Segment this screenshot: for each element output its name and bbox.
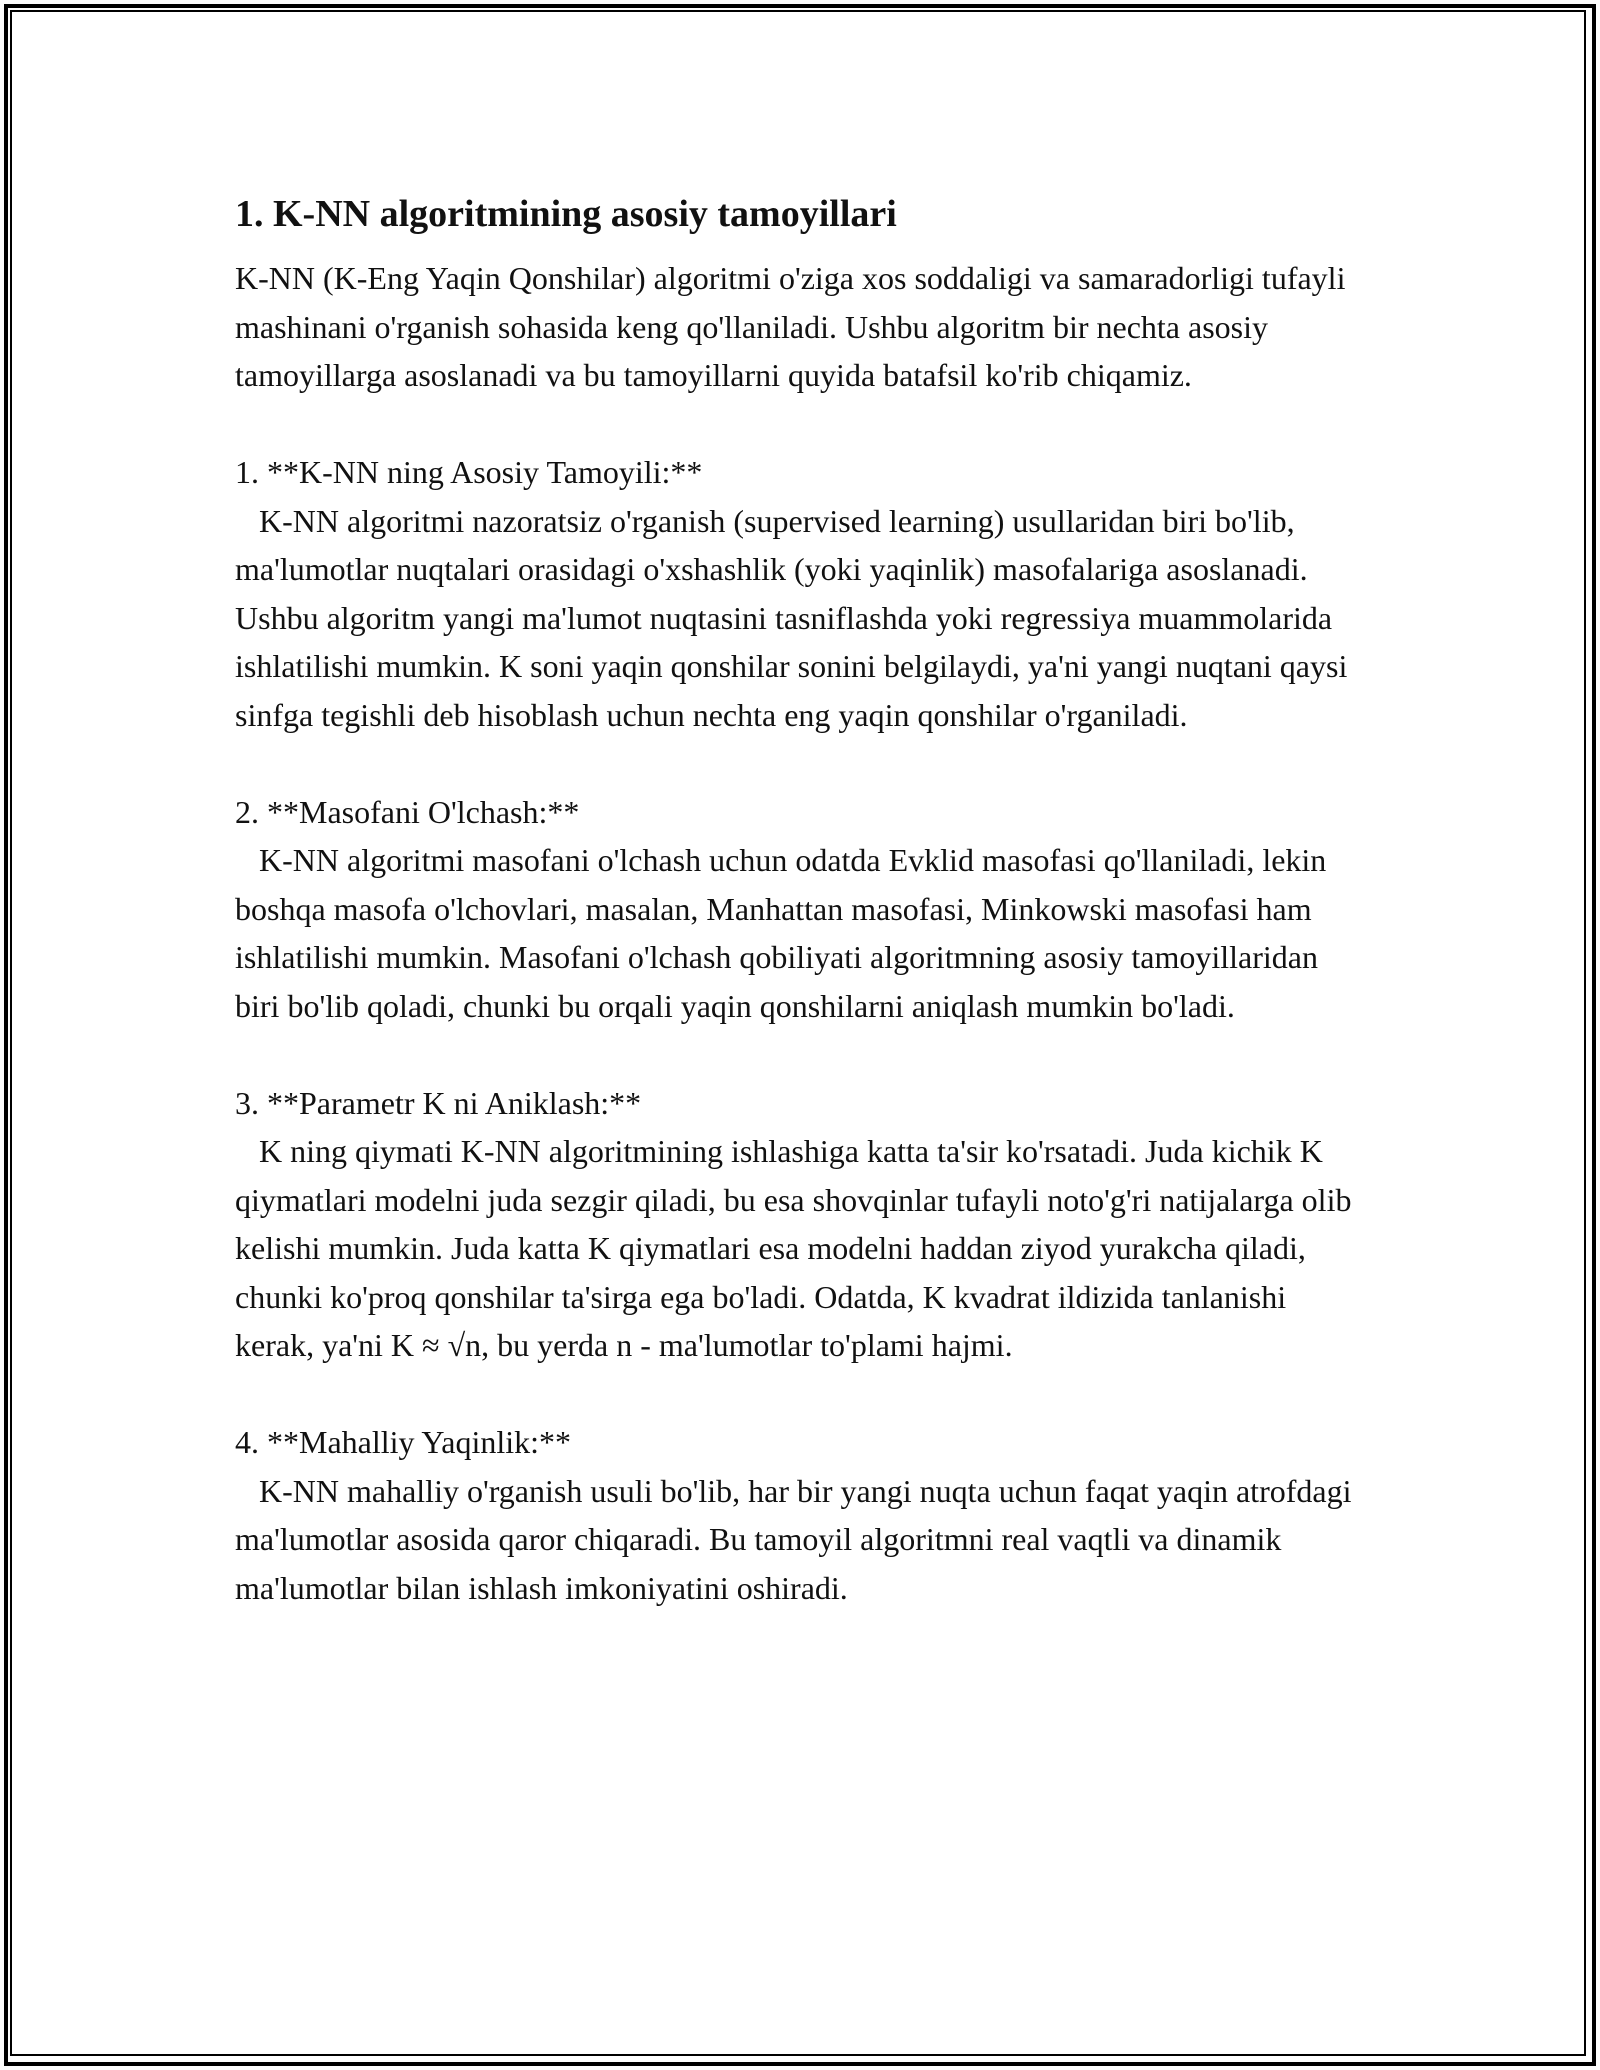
paragraph-gap xyxy=(235,1370,1370,1419)
section-title: 4. **Mahalliy Yaqinlik:** xyxy=(235,1424,572,1460)
section-body: K-NN mahalliy o'rganish usuli bo'lib, har bir yangi nuqta uchun faqat yaqin atrofdagi ma'lumotlar asosida qaror chiqaradi. Bu tamoyil algoritmni real vaqtli va dinamik ma'lumotlar bilan ishlash imkoniyatini oshiradi. xyxy=(235,1472,1360,1606)
section-title: 1. **K-NN ning Asosiy Tamoyili:** xyxy=(235,454,703,490)
intro-paragraph: K-NN (K-Eng Yaqin Qonshilar) algoritmi o'ziga xos soddaligi va samaradorligi tufayli mashinani o'rganish sohasida keng qo'llaniladi. Ushbu algoritm bir nechta asosiy tamoyillarga asoslanadi va bu tamoyillarni quyida batafsil ko'rib chiqamiz. xyxy=(235,260,1354,393)
paragraph-gap xyxy=(235,739,1370,788)
document-body xyxy=(235,186,1370,1612)
section-body: K-NN algoritmi nazoratsiz o'rganish (supervised learning) usullaridan biri bo'lib, ma'lumotlar nuqtalari orasidagi o'xshashlik (yoki yaqinlik) masofalariga asoslanadi. Ushbu algoritm yangi ma'lumot nuqtasini tasniflashda yoki regressiya muammolarida ishlatilishi mumkin. K soni yaqin qonshilar sonini belgilaydi, ya'ni yangi nuqtani qaysi sinfga tegishli deb hisoblash uchun nechta eng yaqin qonshilar o'rganiladi. xyxy=(235,502,1356,733)
section-2 xyxy=(235,788,1370,1031)
section-body: K ning qiymati K-NN algoritmining ishlashiga katta ta'sir ko'rsatadi. Juda kichik K qiymatlari modelni juda sezgir qiladi, bu esa shovqinlar tufayli noto'g'ri natijalarga olib kelishi mumkin. Juda katta K qiymatlari esa modelni haddan ziyod yurakcha qiladi, chunki ko'proq qonshilar ta'sirga ega bo'ladi. Odatda, K kvadrat ildizida tanlanishi kerak, ya'ni K ≈ √n, bu yerda n - ma'lumotlar to'plami hajmi. xyxy=(235,1133,1360,1363)
section-title: 2. **Masofani O'lchash:** xyxy=(235,793,580,830)
section-body: K-NN algoritmi masofani o'lchash uchun odatda Evklid masofasi qo'llaniladi, lekin boshqa masofa o'lchovlari, masalan, Manhattan masofasi, Minkowski masofasi ham ishlatilishi mumkin. Masofani o'lchash qobiliyati algoritmning asosiy tamoyillaridan biri bo'lib qoladi, chunki bu orqali yaqin qonshilarni aniqlash mumkin bo'ladi. xyxy=(235,842,1335,1024)
section-1 xyxy=(235,448,1370,739)
paragraph-gap xyxy=(235,400,1370,449)
document-heading: 1. K-NN algoritmining asosiy tamoyillari xyxy=(235,193,897,235)
paragraph-gap xyxy=(235,1030,1370,1079)
section-4 xyxy=(235,1418,1370,1612)
section-3 xyxy=(235,1079,1370,1370)
section-title: 3. **Parametr K ni Aniklash:** xyxy=(235,1084,642,1121)
